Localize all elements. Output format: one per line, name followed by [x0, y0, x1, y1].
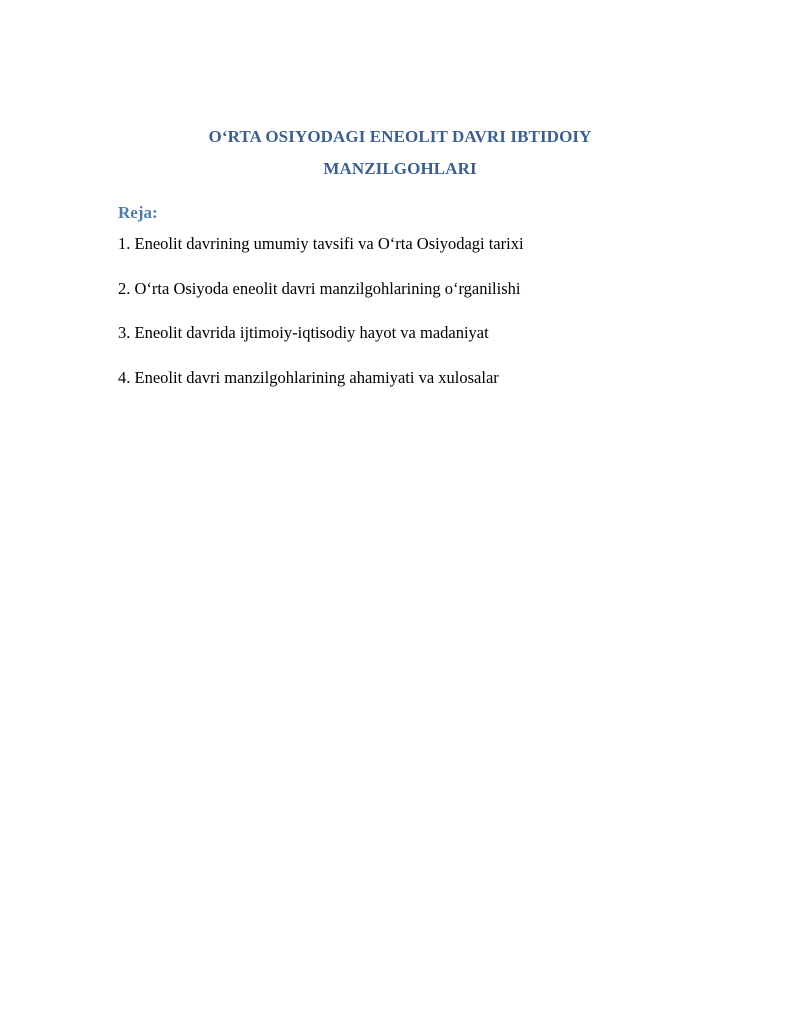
document-title-line-2: MANZILGOHLARI — [323, 159, 477, 178]
plan-item-4: 4. Eneolit davri manzilgohlarining ahamiyati va xulosalar — [118, 367, 499, 387]
plan-item-3: 3. Eneolit davrida ijtimoiy-iqtisodiy hayot va madaniyat — [118, 323, 489, 342]
document-title-line-1: O‘RTA OSIYODAGI ENEOLIT DAVRI IBTIDOIY — [208, 127, 592, 146]
plan-item-2: 2. O‘rta Osiyoda eneolit davri manzilgohlarining o‘rganilishi — [118, 278, 521, 298]
plan-heading: Reja: — [118, 203, 158, 222]
plan-item-1: 1. Eneolit davrining umumiy tavsifi va O‘rta Osiyodagi tarixi — [118, 234, 524, 253]
plan-list — [118, 234, 524, 412]
